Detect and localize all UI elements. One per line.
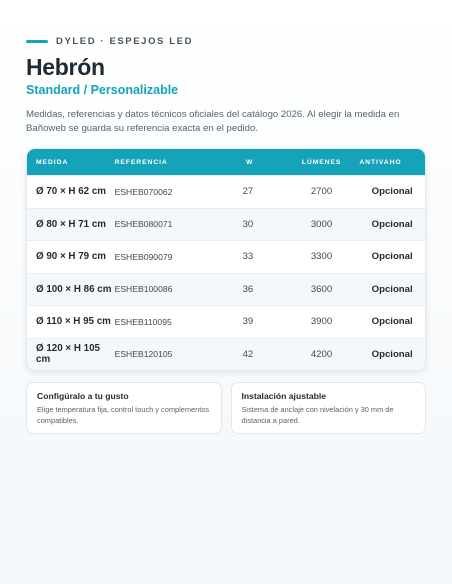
accent-bar: [26, 40, 48, 43]
cell-medida: Ø 110 × H 95 cm: [36, 316, 111, 328]
table-row: [27, 208, 425, 241]
cell-lumenes: 3900: [310, 316, 333, 328]
eyebrow-text: DYLED · ESPEJOS LED: [56, 36, 194, 47]
cell-medida: Ø 90 × H 79 cm: [36, 251, 106, 263]
table-row: [27, 305, 425, 338]
cell-antivaho: Opcional: [371, 283, 413, 295]
cell-antivaho: Opcional: [371, 316, 413, 328]
cell-referencia: ESHEB080071: [114, 219, 173, 230]
page-title: Hebrón: [26, 54, 105, 80]
cell-antivaho: Opcional: [371, 186, 413, 198]
column-header-antivaho: ANTIVAHO: [359, 158, 402, 166]
cell-referencia: ESHEB100086: [114, 284, 173, 295]
feature-card-text: Sistema de anclaje con nivelación y 30 mm de distancia a pared.: [241, 405, 394, 425]
cell-antivaho: Opcional: [371, 348, 413, 360]
cell-lumenes: 2700: [310, 186, 333, 198]
feature-card-title: Instalación ajustable: [241, 391, 327, 401]
column-header-w: W: [246, 158, 254, 166]
cell-w: 33: [242, 251, 254, 263]
table-row: [27, 273, 425, 306]
cell-lumenes: 4200: [310, 348, 333, 360]
cell-antivaho: Opcional: [371, 251, 413, 263]
feature-card-text: Elige temperatura fija, control touch y complementos compatibles.: [37, 405, 210, 425]
table-row: [27, 240, 425, 273]
cell-referencia: ESHEB110095: [114, 316, 172, 327]
cell-medida: Ø 80 × H 71 cm: [36, 218, 106, 230]
feature-card-installation: [231, 382, 427, 434]
table-row: [27, 175, 425, 208]
feature-cards: [26, 382, 426, 434]
cell-referencia: ESHEB120105: [114, 349, 173, 360]
cell-referencia: ESHEB070062: [114, 186, 173, 197]
eyebrow: [26, 36, 193, 47]
cell-w: 30: [242, 218, 254, 230]
cell-lumenes: 3600: [310, 283, 333, 295]
cell-medida: Ø 100 × H 86 cm: [36, 283, 112, 295]
cell-referencia: ESHEB090079: [114, 251, 173, 262]
feature-card-configure: [26, 382, 222, 434]
cell-lumenes: 3300: [310, 251, 333, 263]
cell-medida: Ø 70 × H 62 cm: [36, 186, 106, 198]
cell-w: 42: [242, 348, 254, 360]
cell-lumenes: 3000: [310, 218, 333, 230]
page-description: Medidas, referencias y datos técnicos oficiales del catálogo 2026. Al elegir la medida en Bañoweb se guarda su referencia exacta en el pedido.: [26, 109, 400, 134]
specs-table: [26, 148, 426, 371]
cell-w: 27: [242, 186, 254, 198]
page-subtitle: Standard / Personalizable: [26, 83, 179, 97]
column-header-lumenes: LÚMENES: [301, 158, 342, 166]
table-header: [27, 149, 425, 175]
cell-w: 39: [242, 316, 254, 328]
cell-medida: Ø 120 × H 105 cm: [36, 343, 100, 366]
column-header-referencia: REFERENCIA: [114, 158, 168, 166]
feature-card-title: Configúralo a tu gusto: [37, 391, 129, 401]
cell-w: 36: [242, 283, 254, 295]
table-row: [27, 338, 425, 371]
column-header-medida: MEDIDA: [36, 158, 69, 166]
cell-antivaho: Opcional: [371, 218, 413, 230]
